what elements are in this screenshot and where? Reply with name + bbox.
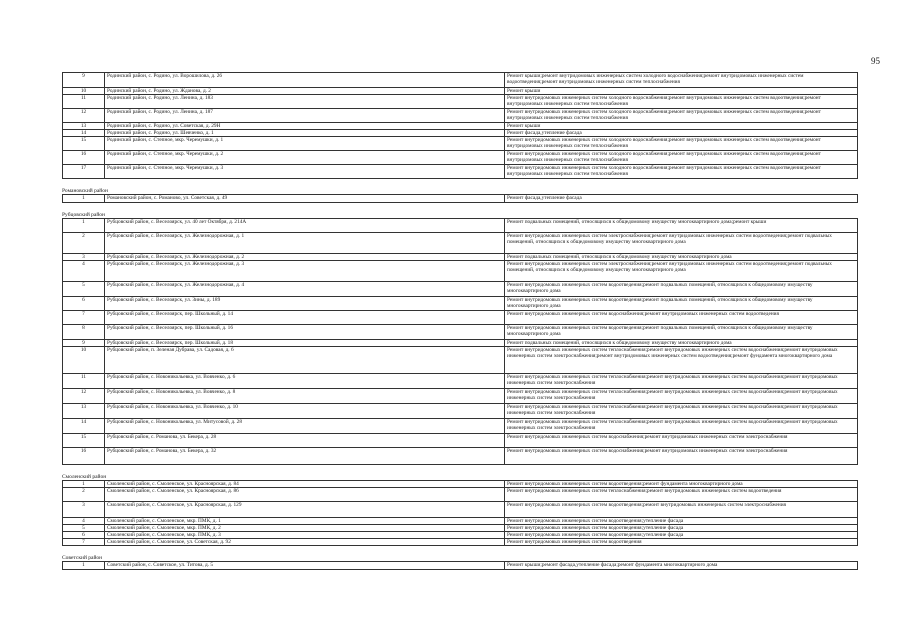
address-cell: Рубцовский район, с. Веселоярск, ул. Железнодорожная, д. 4 bbox=[105, 282, 505, 297]
table-row bbox=[63, 282, 858, 297]
section-title bbox=[62, 179, 857, 194]
row-number: 9 bbox=[63, 340, 105, 347]
section-title-text: Смоленский район bbox=[62, 474, 107, 480]
section-table bbox=[62, 194, 858, 203]
address-cell: Советский район, с. Советское, ул. Титова, д. 5 bbox=[105, 562, 505, 570]
row-number: 7 bbox=[63, 539, 105, 546]
table-row bbox=[63, 404, 858, 419]
address-cell: Рубцовский район, п. Зеленая Дубрава, ул. Садовая, д. 6 bbox=[105, 347, 505, 374]
row-number: 16 bbox=[63, 448, 105, 465]
address-cell: Рубцовский район, с. Новоникольевка, ул. Вовченко, д. 10 bbox=[105, 404, 505, 419]
table-row bbox=[63, 137, 858, 151]
table-row bbox=[63, 539, 858, 546]
work-cell: Ремонт внутридомовых инженерных систем электроснабжения;ремонт внутридомовых инженерных систем водоотведения;ремонт подвальных помещений, относящихся к общедомовому имуществу многоквартирного дома bbox=[505, 261, 858, 282]
address-cell: Рубцовский район, с. Веселоярск, пер. Школьный, д. 18 bbox=[105, 340, 505, 347]
section-table bbox=[62, 72, 858, 179]
table-row bbox=[63, 481, 858, 488]
row-number: 16 bbox=[63, 151, 105, 165]
table-row bbox=[63, 73, 858, 88]
row-number: 7 bbox=[63, 311, 105, 325]
row-number: 4 bbox=[63, 261, 105, 282]
work-cell: Ремонт внутридомовых инженерных систем водоотведения;утепление фасада bbox=[505, 532, 858, 539]
work-cell: Ремонт внутридомовых инженерных систем холодного водоснабжения;ремонт внутридомовых инженерных систем водоотведения;ремонт внутридомовых инженерных систем теплоснабжения bbox=[505, 95, 858, 109]
row-number: 17 bbox=[63, 165, 105, 179]
table-row bbox=[63, 340, 858, 347]
work-cell: Ремонт внутридомовых инженерных систем водоснабжения;ремонт внутридомовых инженерных систем водоотведения bbox=[505, 311, 858, 325]
work-cell: Ремонт фасада,утепление фасада bbox=[505, 130, 858, 137]
table-row bbox=[63, 502, 858, 518]
work-cell: Ремонт внутридомовых инженерных систем теплоснабжения;ремонт внутридомовых инженерных систем водоотведения bbox=[505, 488, 858, 502]
table-row bbox=[63, 88, 858, 95]
address-cell: Родинский район, с. Степное, мкр. Черемушки, д. 1 bbox=[105, 137, 505, 151]
table-row bbox=[63, 219, 858, 233]
work-cell: Ремонт внутридомовых инженерных систем водоотведения;ремонт подвальных помещений, относящихся к общедомовому имуществу многоквартирного дома bbox=[505, 325, 858, 340]
table-row bbox=[63, 325, 858, 340]
row-number: 5 bbox=[63, 525, 105, 532]
section-title bbox=[62, 203, 857, 218]
table-row bbox=[63, 389, 858, 404]
row-number: 3 bbox=[63, 254, 105, 261]
table-row bbox=[63, 130, 858, 137]
table-row bbox=[63, 518, 858, 525]
address-cell: Родинский район, с. Родино, ул. Шевченко, д. 1 bbox=[105, 130, 505, 137]
section-1 bbox=[62, 179, 857, 203]
work-cell: Ремонт внутридомовых инженерных систем водоотведения;ремонт фундамента многоквартирного дома bbox=[505, 481, 858, 488]
row-number: 10 bbox=[63, 88, 105, 95]
table-row bbox=[63, 233, 858, 254]
row-number: 14 bbox=[63, 419, 105, 434]
address-cell: Смоленский район, с. Смоленское, ул. Советская, д. 92 bbox=[105, 539, 505, 546]
address-cell: Романовский район, с. Романово, ул. Советская, д. 49 bbox=[105, 195, 505, 203]
address-cell: Смоленский район, с. Смоленское, мкр. ПМК, д. 1 bbox=[105, 518, 505, 525]
work-cell: Ремонт подвальных помещений, относящихся к общедомовому имуществу многоквартирного дома;ремонт крыши bbox=[505, 219, 858, 233]
section-4 bbox=[62, 546, 857, 570]
address-cell: Рубцовский район, с. Веселоярск, ул. Железнодорожная, д. 1 bbox=[105, 233, 505, 254]
row-number: 13 bbox=[63, 123, 105, 130]
address-cell: Смоленский район, с. Смоленское, ул. Красноярская, д. 129 bbox=[105, 502, 505, 518]
section-0 bbox=[62, 72, 857, 179]
row-number: 3 bbox=[63, 502, 105, 518]
work-cell: Ремонт крыши bbox=[505, 123, 858, 130]
work-cell: Ремонт внутридомовых инженерных систем теплоснабжения;ремонт внутридомовых инженерных систем водоснабжения;ремонт внутридомовых инженерных систем электроснабжения bbox=[505, 419, 858, 434]
row-number: 15 bbox=[63, 137, 105, 151]
address-cell: Рубцовский район, с. Новоникольевка, ул. Вовченко, д. 8 bbox=[105, 389, 505, 404]
table-row bbox=[63, 562, 858, 570]
table-row bbox=[63, 165, 858, 179]
table-row bbox=[63, 151, 858, 165]
address-cell: Родинский район, с. Степное, мкр. Черемушки, д. 3 bbox=[105, 165, 505, 179]
page-number: 95 bbox=[871, 56, 880, 66]
table-row bbox=[63, 525, 858, 532]
work-cell: Ремонт внутридомовых инженерных систем водоснабжения;ремонт внутридомовых инженерных систем электроснабжения bbox=[505, 448, 858, 465]
row-number: 2 bbox=[63, 488, 105, 502]
work-cell: Ремонт крыши bbox=[505, 88, 858, 95]
work-cell: Ремонт внутридомовых инженерных систем водоотведения;ремонт подвальных помещений, относящихся к общедомовому имуществу многоквартирного дома bbox=[505, 297, 858, 311]
work-cell: Ремонт внутридомовых инженерных систем холодного водоснабжения;ремонт внутридомовых инженерных систем водоотведения;ремонт внутридомовых инженерных систем теплоснабжения bbox=[505, 109, 858, 123]
address-cell: Рубцовский район, с. Новоникольевка, ул. Митусовой, д. 28 bbox=[105, 419, 505, 434]
address-cell: Рубцовский район, с. Веселоярск, ул. Железнодорожная, д. 3 bbox=[105, 261, 505, 282]
work-cell: Ремонт внутридомовых инженерных систем водоснабжения;ремонт внутридомовых инженерных систем электроснабжения bbox=[505, 434, 858, 448]
work-cell: Ремонт внутридомовых инженерных систем теплоснабжения;ремонт внутридомовых инженерных систем водоснабжения;ремонт внутридомовых инженерных систем электроснабжения bbox=[505, 374, 858, 389]
row-number: 5 bbox=[63, 282, 105, 297]
table-row bbox=[63, 123, 858, 130]
row-number: 15 bbox=[63, 434, 105, 448]
address-cell: Рубцовский район, с. Романова, ул. Бекера, д. 28 bbox=[105, 434, 505, 448]
table-row bbox=[63, 347, 858, 374]
work-cell: Ремонт внутридомовых инженерных систем водоотведения;утепление фасада bbox=[505, 525, 858, 532]
address-cell: Смоленский район, с. Смоленское, мкр. ПМК, д. 2 bbox=[105, 525, 505, 532]
row-number: 13 bbox=[63, 404, 105, 419]
table-row bbox=[63, 311, 858, 325]
repair-table bbox=[62, 72, 857, 570]
section-title-text: Советский район bbox=[62, 555, 103, 561]
row-number: 11 bbox=[63, 95, 105, 109]
address-cell: Смоленский район, с. Смоленское, ул. Красноярская, д. 86 bbox=[105, 488, 505, 502]
work-cell: Ремонт внутридомовых инженерных систем водоотведения;ремонт подвальных помещений, относящихся к общедомовому имуществу многоквартирного дома bbox=[505, 282, 858, 297]
section-title-text: Романовский район bbox=[62, 188, 108, 194]
row-number: 14 bbox=[63, 130, 105, 137]
row-number: 6 bbox=[63, 297, 105, 311]
row-number: 8 bbox=[63, 325, 105, 340]
row-number: 12 bbox=[63, 389, 105, 404]
table-row bbox=[63, 297, 858, 311]
table-row bbox=[63, 109, 858, 123]
address-cell: Родинский район, с. Родино, ул. Ленина, д. 183 bbox=[105, 95, 505, 109]
work-cell: Ремонт подвальных помещений, относящихся к общедомовому имуществу многоквартирного дома bbox=[505, 254, 858, 261]
address-cell: Рубцовский район, с. Новоникольевка, ул. Вовченко, д. 6 bbox=[105, 374, 505, 389]
row-number: 10 bbox=[63, 347, 105, 374]
work-cell: Ремонт подвальных помещений, относящихся к общедомовому имуществу многоквартирного дома bbox=[505, 340, 858, 347]
row-number: 4 bbox=[63, 518, 105, 525]
work-cell: Ремонт внутридомовых инженерных систем теплоснабжения;ремонт внутридомовых инженерных систем водоснабжения;ремонт внутридомовых инженерных систем электроснабжения bbox=[505, 404, 858, 419]
section-2 bbox=[62, 203, 857, 465]
work-cell: Ремонт внутридомовых инженерных систем теплоснабжения;ремонт внутридомовых инженерных систем водоснабжения;ремонт внутридомовых инженерных систем электроснабжения bbox=[505, 389, 858, 404]
table-row bbox=[63, 434, 858, 448]
address-cell: Рубцовский район, с. Веселоярск, ул. 40 лет Октября, д. 214А bbox=[105, 219, 505, 233]
work-cell: Ремонт внутридомовых инженерных систем водоотведения;ремонт внутридомовых инженерных систем электроснабжения bbox=[505, 502, 858, 518]
table-row bbox=[63, 254, 858, 261]
table-row bbox=[63, 532, 858, 539]
section-table bbox=[62, 218, 858, 465]
address-cell: Рубцовский район, с. Веселоярск, пер. Школьный, д. 16 bbox=[105, 325, 505, 340]
row-number: 1 bbox=[63, 219, 105, 233]
section-title bbox=[62, 546, 857, 561]
work-cell: Ремонт внутридомовых инженерных систем электроснабжения;ремонт внутридомовых инженерных систем водоотведения;ремонт подвальных помещений, относящихся к общедомовому имуществу многоквартирного дома bbox=[505, 233, 858, 254]
table-row bbox=[63, 448, 858, 465]
section-table bbox=[62, 561, 858, 570]
row-number: 1 bbox=[63, 481, 105, 488]
address-cell: Родинский район, с. Родино, ул. Советская, д. 29Н bbox=[105, 123, 505, 130]
section-title-text: Рубцовский район bbox=[62, 212, 105, 218]
row-number: 1 bbox=[63, 562, 105, 570]
table-row bbox=[63, 95, 858, 109]
work-cell: Ремонт внутридомовых инженерных систем холодного водоснабжения;ремонт внутридомовых инженерных систем водоотведения;ремонт внутридомовых инженерных систем теплоснабжения bbox=[505, 151, 858, 165]
row-number: 1 bbox=[63, 195, 105, 203]
address-cell: Рубцовский район, с. Веселоярск, ул. Железнодорожная, д. 2 bbox=[105, 254, 505, 261]
address-cell: Рубцовский район, с. Веселоярск, ул. Зины, д. 189 bbox=[105, 297, 505, 311]
work-cell: Ремонт внутридомовых инженерных систем холодного водоснабжения;ремонт внутридомовых инженерных систем водоотведения;ремонт внутридомовых инженерных систем теплоснабжения bbox=[505, 137, 858, 151]
table-row bbox=[63, 195, 858, 203]
section-title bbox=[62, 465, 857, 480]
row-number: 9 bbox=[63, 73, 105, 88]
address-cell: Смоленский район, с. Смоленское, мкр. ПМК, д. 3 bbox=[105, 532, 505, 539]
address-cell: Смоленский район, с. Смоленское, ул. Красноярская, д. 84 bbox=[105, 481, 505, 488]
table-row bbox=[63, 488, 858, 502]
address-cell: Родинский район, с. Родино, ул. Ленина, д. 187 bbox=[105, 109, 505, 123]
work-cell: Ремонт крыши;ремонт внутридомовых инженерных систем холодного водоснабжения;ремонт внутридомовых инженерных систем водоотведения;ремонт внутридомовых инженерных систем теплоснабжения bbox=[505, 73, 858, 88]
address-cell: Родинский район, с. Степное, мкр. Черемушки, д. 2 bbox=[105, 151, 505, 165]
address-cell: Родинский район, с. Родино, ул. Жданова, д. 2 bbox=[105, 88, 505, 95]
work-cell: Ремонт внутридомовых инженерных систем водоотведения;утепление фасада bbox=[505, 518, 858, 525]
table-row bbox=[63, 261, 858, 282]
section-3 bbox=[62, 465, 857, 546]
address-cell: Рубцовский район, с. Веселоярск, пер. Школьный, д. 14 bbox=[105, 311, 505, 325]
work-cell: Ремонт внутридомовых инженерных систем холодного водоснабжения;ремонт внутридомовых инженерных систем водоотведения;ремонт внутридомовых инженерных систем теплоснабжения bbox=[505, 165, 858, 179]
row-number: 11 bbox=[63, 374, 105, 389]
section-table bbox=[62, 480, 858, 546]
work-cell: Ремонт крыши;ремонт фасада,утепление фасада;ремонт фундамента многоквартирного дома bbox=[505, 562, 858, 570]
row-number: 12 bbox=[63, 109, 105, 123]
work-cell: Ремонт фасада,утепление фасада bbox=[505, 195, 858, 203]
row-number: 6 bbox=[63, 532, 105, 539]
work-cell: Ремонт внутридомовых инженерных систем водоотведения bbox=[505, 539, 858, 546]
address-cell: Родинский район, с. Родино, ул. Ворошилова, д. 26 bbox=[105, 73, 505, 88]
table-row bbox=[63, 374, 858, 389]
work-cell: Ремонт внутридомовых инженерных систем теплоснабжения;ремонт внутридомовых инженерных систем водоснабжения;ремонт внутридомовых инженерных систем электроснабжения;ремонт внутридомовых инженерных систем водоотведения;ремонт фундамента многоквартирного дома bbox=[505, 347, 858, 374]
row-number: 2 bbox=[63, 233, 105, 254]
table-row bbox=[63, 419, 858, 434]
address-cell: Рубцовский район, с. Романова, ул. Бекера, д. 32 bbox=[105, 448, 505, 465]
